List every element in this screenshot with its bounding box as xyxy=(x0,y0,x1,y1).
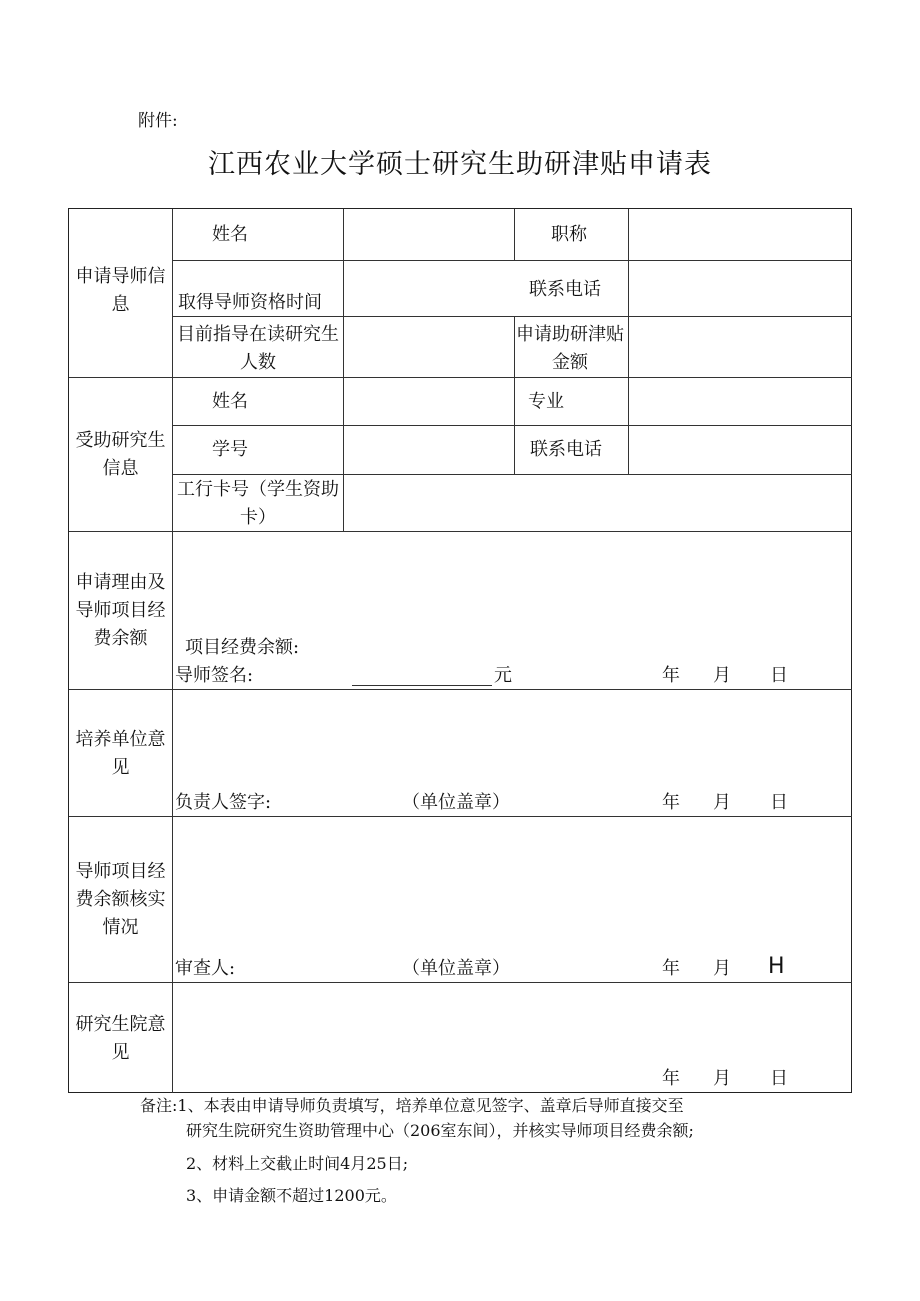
student-section-label: 受助研究生信息 xyxy=(75,430,166,479)
bank-card-label: 工行卡号（学生资助卡） xyxy=(177,479,339,528)
balance-underline xyxy=(352,685,492,686)
student-phone-label: 联系电话 xyxy=(530,439,602,460)
verify-section-label: 导师项目经费余额核实情况 xyxy=(75,861,166,938)
column-divider xyxy=(514,316,515,377)
graduate-day: 日 xyxy=(770,1068,788,1089)
column-divider xyxy=(514,209,515,260)
section-divider xyxy=(69,377,852,378)
verify-month: 月 xyxy=(713,958,731,979)
column-divider xyxy=(343,209,344,377)
note-line-1: 备注:1、本表由申请导师负责填写，培养单位意见签字、盖章后导师直接交至 xyxy=(140,1096,684,1115)
verify-day: H xyxy=(768,954,785,979)
reason-day: 日 xyxy=(770,665,788,686)
verify-stamp-label: （单位盖章） xyxy=(402,958,510,979)
unit-signature-label: 负责人签字: xyxy=(175,792,272,813)
subsidy-amount-label: 申请助研津贴金额 xyxy=(516,324,624,373)
advisor-title-label: 职称 xyxy=(551,224,587,245)
qualification-time-label: 取得导师资格时间 xyxy=(178,292,322,313)
note-line-2: 研究生院研究生资助管理中心（206室东间），并核实导师项目经费余额; xyxy=(186,1121,694,1140)
unit-year: 年 xyxy=(662,792,680,813)
reason-year: 年 xyxy=(662,665,680,686)
unit-section-label: 培养单位意见 xyxy=(75,729,166,778)
verify-year: 年 xyxy=(662,958,680,979)
attachment-label: 附件: xyxy=(138,111,178,131)
current-students-label: 目前指导在读研究生人数 xyxy=(177,324,339,373)
note-line-3: 2、材料上交截止时间4月25日; xyxy=(186,1154,409,1173)
column-divider xyxy=(628,377,629,474)
application-form xyxy=(68,208,852,1093)
advisor-name-label: 姓名 xyxy=(212,224,248,245)
column-divider xyxy=(172,209,173,1093)
advisor-signature-label: 导师签名: xyxy=(175,665,254,686)
student-major-label: 专业 xyxy=(528,391,564,412)
reviewer-label: 审查人: xyxy=(175,958,236,979)
reason-section-label: 申请理由及导师项目经费余额 xyxy=(75,572,166,649)
graduate-month: 月 xyxy=(713,1068,731,1089)
column-divider xyxy=(343,377,344,531)
row-divider xyxy=(172,474,852,475)
advisor-section-label: 申请导师信息 xyxy=(75,266,166,315)
row-divider xyxy=(172,260,852,261)
student-name-label: 姓名 xyxy=(212,391,248,412)
advisor-phone-label: 联系电话 xyxy=(529,279,601,300)
column-divider xyxy=(514,377,515,474)
row-divider xyxy=(172,425,852,426)
currency-unit: 元 xyxy=(494,665,512,686)
unit-month: 月 xyxy=(713,792,731,813)
graduate-school-section-label: 研究生院意见 xyxy=(75,1014,166,1063)
page-title: 江西农业大学硕士研究生助研津贴申请表 xyxy=(208,149,712,180)
unit-stamp-label: （单位盖章） xyxy=(402,792,510,813)
balance-label: 项目经费余额: xyxy=(185,637,300,658)
column-divider xyxy=(628,209,629,377)
student-id-label: 学号 xyxy=(212,439,248,460)
graduate-year: 年 xyxy=(662,1068,680,1089)
note-line-4: 3、申请金额不超过1200元。 xyxy=(186,1186,397,1205)
unit-day: 日 xyxy=(770,792,788,813)
reason-month: 月 xyxy=(713,665,731,686)
